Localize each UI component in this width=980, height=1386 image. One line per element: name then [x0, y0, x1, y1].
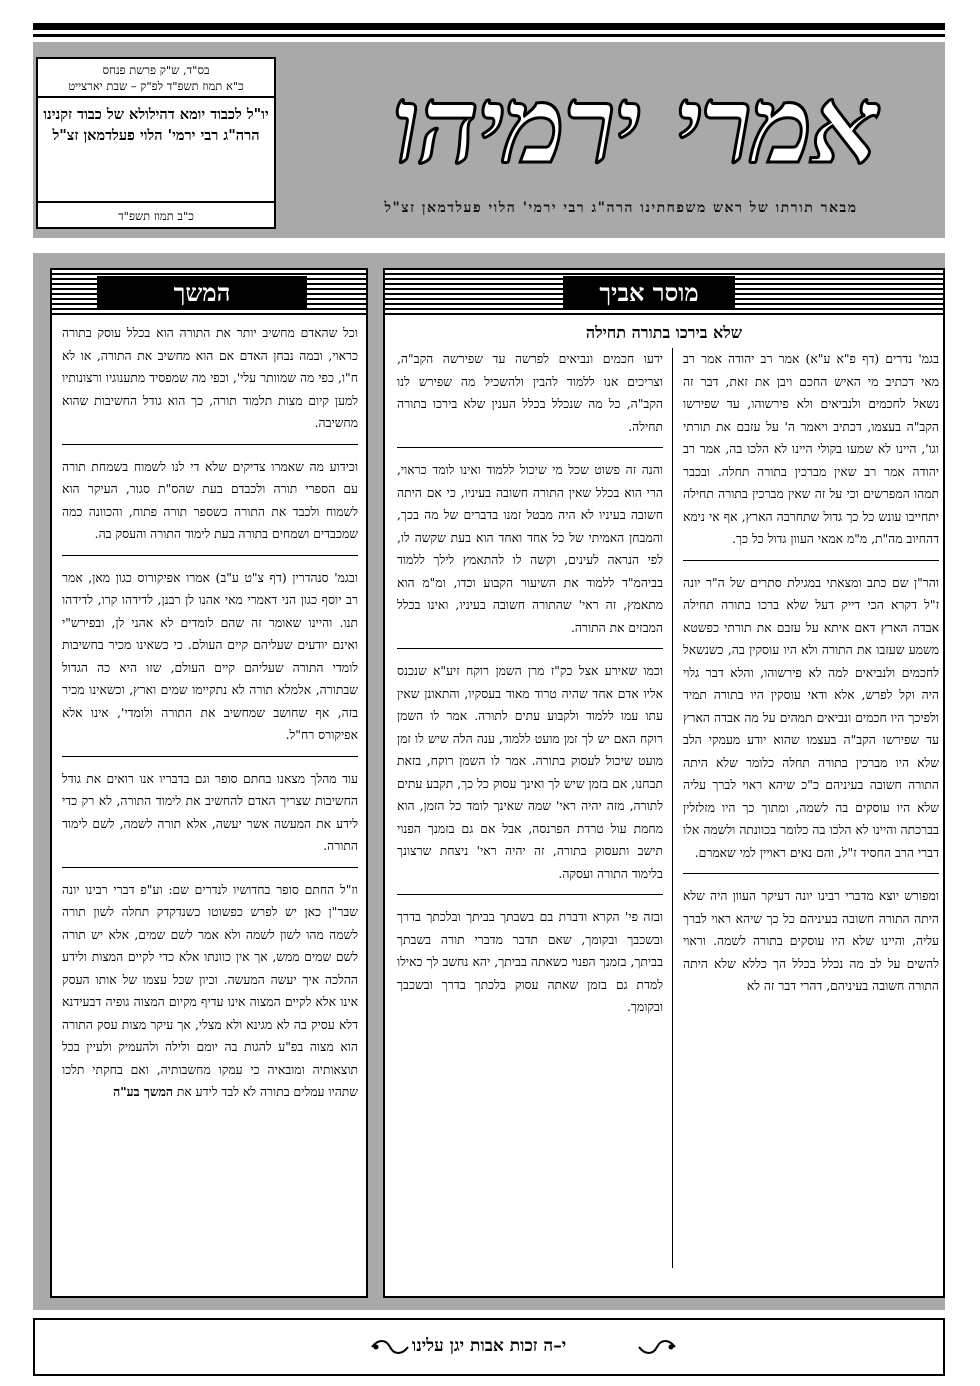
paragraph: עוד מהלך מצאנו בחתם סופר וגם בדבריו אנו רואים את גודל החשיבות שצריך האדם להחשיב את לימוד התורה, לא רק כדי לידע את המעשה אשר יעשה, אלא תורה לשמה, לשם לימוד התורה.	[62, 768, 358, 868]
article-column-2	[397, 348, 663, 1288]
main-article	[383, 268, 945, 1298]
paragraph: בגמ' נדרים (דף פ"א ע"א) אמר רב יהודה אמר רב מאי דכתיב מי האיש החכם ויבן את זאת, דבר זה נשאל לחכמים ולנביאים ולא פירשוהו, עד שפירשו הקב"ה בעצמו, דכתיב ויאמר ה' על עזבם את תורתי וגו', היינו לא שמעו בקולי היינו לא הלכו בה, אמר רב יהודה אמר רב שאין מברכין בתורה תחלה. ובכבר תמהו המפרשים וכי על זה שאין מברכין בתורה תחילה יתחייבו עונש כל כך גדול שתחרבה הארץ, אף אי נימא דהחיוב מה"ת, מ"מ אמאי העוון גדול כל כך.	[683, 348, 939, 561]
paragraph	[62, 879, 358, 1113]
footer-banner	[33, 1318, 945, 1376]
divider	[38, 96, 274, 98]
dedication-box	[36, 57, 276, 229]
parsha-line: בס"ד, ש"ק פרשת פנחס	[102, 63, 210, 77]
continuation-column	[62, 322, 358, 1294]
continued-note: המשך בע"ה	[113, 1084, 173, 1099]
continuation-article	[50, 268, 368, 1298]
section-header	[52, 270, 366, 318]
section-title: המשך	[97, 276, 307, 310]
divider	[38, 201, 274, 203]
paragraph: וכל שהאדם מחשיב יותר את התורה הוא בכלל עוסק בתורה כראוי, ובמה נבחן האדם אם הוא מחשיב את התורה, או לא ח"ו, כפי מה שמוותר עלי', וכפי מה שמפסיד מתענוגיו ורצונותיו למען קיום מצות תלמוד תורה, כך הוא גודל החשיבות שהוא מחשיבה.	[62, 322, 358, 445]
top-rule-thick	[33, 23, 945, 30]
flourish-icon	[637, 1337, 677, 1357]
article-subheading: שלא בירכו בתורה תחילה	[585, 323, 743, 342]
paragraph: ידעו חכמים ונביאים לפרשה עד שפירשה הקב"ה, וצריכים אנו ללמוד להבין ולהשכיל מה שפירש לנו הקב"ה, כל מה שנכלל בכלל הענין שלא בירכו בתורה תחילה.	[397, 348, 663, 448]
paragraph: ובזה פי' הקרא ודברת בם בשבתך בביתך ובלכתך בדרך ובשכבך ובקומך, שאם תדבר מדברי תורה בשבתך בביתך, בזמנך הפנוי כשאתה בביתך, יהא נחשב לך כאילו למדת גם בזמן שאתה עסוק בלכתך בדרך ובשכבך ובקומך.	[397, 910, 663, 1014]
paragraph: וכידוע מה שאמרו צדיקים שלא די לנו לשמוח בשמחת תורה עם הספרי תורה ולכבדם בעת שהס"ת סגור, העיקר הוא לשמוח ולכבד את התורה כשספר תורה פתוח, והכוונה כמה שמכבדים ושמחים בתורה בעת לימוד התורה והעסק בה.	[62, 456, 358, 556]
paragraph: והנה זה פשוט שכל מי שיכול ללמוד ואינו לומד כראוי, הרי הוא בכלל שאין התורה חשובה בעיניו, כי אם היתה חשובה בעיניו לא היה מבטל זמנו בדברים של מה בכך, והמבחן האמיתי של כל אחד ואחד הוא בעת שקשה לו, לפי הנראה לעינים, וקשה לו להתאמץ לילך ללמוד בביהמ"ד ללמוד את השיעור הקבוע וכדו, ומ"מ הוא מתאמץ, זה ראי' שהתורה חשובה בעיניו, ואינו בכלל המבזים את התורה.	[397, 459, 663, 649]
section-title: מוסר אביך	[563, 276, 735, 310]
top-rule-thin	[33, 34, 945, 37]
paragraph: ובגמ' סנהדרין (דף צ"ט ע"ב) אמרו אפיקורוס כגון מאן, אמר רב יוסף כגון הני דאמרי מאי אהנו לן רבנן, לדידהו קרו, לדידהו תנו. והיינו שאומר זה שהם לומדים לא אהני לן, ובפירש"י ואינם יודעים שעליהם קיים העולם. כי כשאינו מכיר בחשיבות לומדי התורה שעליהם קיים העולם, שזו היא כה הגדול שבתורה, אלמלא תורה לא נתקיימו שמים וארץ, וכשאינו מכיר בזה, אף שחושב שמחשיב את התורה ולומדי', אינו אלא אפיקורס רח"ל.	[62, 567, 358, 757]
paragraph: ומפורש יוצא מדברי רבינו יונה דעיקר העוון היה שלא היתה התורה חשובה בעיניהם כל כך שיהא ראוי לברך עליה, והיינו שלא היו עוסקים בתורה לשמה. וראוי להשים על לב מה נכלל בכלל הך כללא שלא היתה התורה חשובה בעיניהם, דהרי דבר זה לא	[683, 889, 939, 993]
dedication-text: יו"ל לכבוד יומא דהילולא של כבוד זקנינו הרה"ג רבי ירמי' הלוי פעלדמאן זצ"ל	[43, 106, 269, 144]
date-yahrzeit-line: כ"א תמוז תשפ"ד לפ"ק – שבת יארצייט	[68, 79, 244, 93]
paragraph: וכמו שאירע אצל כק"ז מרן השמן רוקח זיע"א שנכנס אליו אדם אחד שהיה טרוד מאוד בעסקיו, והתאונן שאין עתו עמו ללמוד ולקבוע עתים לתורה. אמר לו השמן רוקח האם יש לך זמן מועט ללמוד, ענה הלה שיש לו זמן מועט שיכול לעסוק בתורה. אמר לו השמן רוקח, בזאת תבחנו, אם בזמן שיש לך ואינך עסוק כל כך, תקבע עתים לתורה, מזה יהיה ראי' שמה שאינך לומד כל הזמן, הוא מחמת עול טרדת הפרנסה, אבל אם גם בזמנך הפנוי תישב ותעסוק בתורה, זה יהיה ראי' ניצחת שרצונך בלימוד התורה ועסקה.	[397, 660, 663, 895]
paragraph: והר"ן שם כתב ומצאתי במגילת סתרים של ה"ר יונה ז"ל דקרא הכי דייק דעל שלא ברכו בתורה תחילה אבדה הארץ דאם איתא על עזבם את תורתי כפשטא משמע שעזבו את התורה ולא היו עוסקין בה, כשנשאל לחכמים ולנביאים למה לא פירשוהו, והלא דבר גלוי היה וקל לפרש, אלא ודאי עוסקין היו בתורה תמיד ולפיכך היו חכמים ונביאים תמהים על מה אבדה הארץ עד שפירשו הקב"ה בעצמו שהוא יודע מעמקי הלב שלא היו מברכין בתורה תחלה כלומר שלא היתה התורה חשובה בעיניהם כ"כ שיהא ראוי לברך עליה שלא היו עוסקים בה לשמה, ומתוך כך היו מזלזלין בברכתה והיינו לא הלכו בה כלומר בכוונתה ולשמה אלו דברי הרב החסיד ז"ל, והם נאים ראויין למי שאמרם.	[683, 572, 939, 875]
footer-blessing: י–ה זכות אבות יגן עלינו	[411, 1336, 567, 1356]
section-header	[385, 270, 943, 318]
column-divider	[672, 348, 673, 1268]
article-column-1	[683, 348, 939, 1288]
newsletter-title: אמרי ירמיהו	[392, 62, 878, 187]
newsletter-subtitle: מבאר תורתו של ראש משפחתינו הרה"ג רבי ירמי' הלוי פעלדמאן זצ"ל	[384, 200, 858, 216]
issue-date: כ"ב תמוז תשפ"ד	[118, 209, 194, 223]
paragraph-text: וז"ל החתם סופר בחדושיו לנדרים שם: וע"פ דברי רבינו יונה שבר"ן כאן יש לפרש כפשוטו כשנדקדק תחלה לשון תורה לשמה מהו לשון לשמה ולא אמר לשם שמים, אלא יש תורה לשם שמים ממש, אך אין כוונתו אלא כדי לקיים המצות ולידע ההלכה איך יעשה המעשה. וכיון שכל עצמו של אותו העסק אינו אלא לקיים המצוה אינו עדיף מקיום המצוה גופיה דבעידנא דלא עסיק בה לא מגינא ולא מצלי, אך עיקר מצות עסק התורה הוא מצוה בפ"ע להגות בה יומם ולילה ולהעמיק ולעיין בכל תוצאותיה ומובאיה כי עמקו מחשבותיה, ואם בחקתי תלכו שתהיו עמלים בתורה לא לבד לידע את	[62, 882, 358, 1099]
